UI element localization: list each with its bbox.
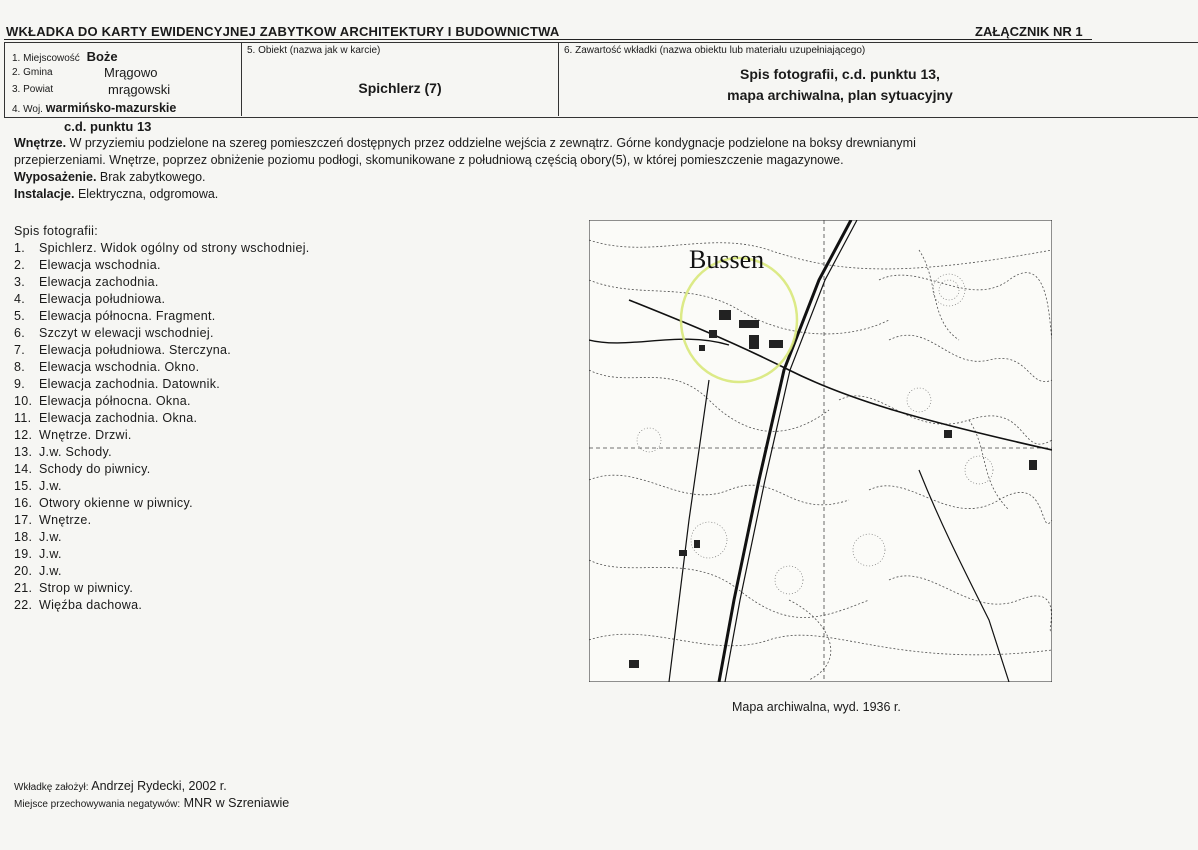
photo-list-item bbox=[14, 444, 310, 461]
photo-item-number: 4. bbox=[14, 292, 26, 306]
gmina-value: Mrągowo bbox=[104, 65, 158, 80]
photo-list-item bbox=[14, 342, 310, 359]
photo-item-number: 9. bbox=[14, 377, 26, 391]
photo-list-item bbox=[14, 308, 310, 325]
powiat-value: mrągowski bbox=[108, 82, 171, 97]
photo-list-item bbox=[14, 359, 310, 376]
photo-item-number: 8. bbox=[14, 360, 26, 374]
photo-item-text: Elewacja południowa. bbox=[39, 292, 166, 306]
photo-list-item bbox=[14, 427, 310, 444]
photo-item-number: 3. bbox=[14, 275, 26, 289]
wyposazenie-label: Wyposażenie. bbox=[14, 170, 97, 184]
photo-item-text: Elewacja południowa. Sterczyna. bbox=[39, 343, 232, 357]
photo-list-item bbox=[14, 529, 310, 546]
map-caption: Mapa archiwalna, wyd. 1936 r. bbox=[732, 700, 901, 714]
miejscowosc-label: 1. Miejscowość bbox=[12, 53, 80, 64]
gmina-label: 2. Gmina bbox=[12, 67, 53, 78]
wnetrze-label: Wnętrze. bbox=[14, 136, 67, 150]
storage-value: MNR w Szreniawie bbox=[183, 796, 290, 810]
powiat-field bbox=[12, 82, 171, 97]
photo-item-number: 2. bbox=[14, 258, 26, 272]
photo-list-item bbox=[14, 461, 310, 478]
photo-list-item bbox=[14, 376, 310, 393]
photo-item-text: Elewacja zachodnia. bbox=[39, 275, 159, 289]
photo-item-text: Elewacja północna. Okna. bbox=[39, 394, 191, 408]
instalacje-text: Elektryczna, odgromowa. bbox=[77, 187, 219, 201]
woj-label: 4. Woj. bbox=[12, 104, 43, 115]
photo-item-text: Wnętrze. bbox=[39, 513, 92, 527]
photo-list-item bbox=[14, 274, 310, 291]
powiat-label: 3. Powiat bbox=[12, 84, 54, 95]
photo-list-title: Spis fotografii: bbox=[14, 224, 99, 238]
zawartosc-label: 6. Zawartość wkładki (nazwa obiektu lub materiału uzupełniającego) bbox=[564, 45, 866, 56]
photo-list-item bbox=[14, 597, 310, 614]
photo-list-item bbox=[14, 240, 310, 257]
miejscowosc-value: Boże bbox=[86, 49, 118, 64]
photo-item-text: Szczyt w elewacji wschodniej. bbox=[39, 326, 214, 340]
photo-item-text: Schody do piwnicy. bbox=[39, 462, 151, 476]
photo-item-number: 22. bbox=[14, 598, 33, 612]
photo-item-text: J.w. bbox=[39, 530, 62, 544]
photo-item-number: 12. bbox=[14, 428, 33, 442]
photo-item-text: Elewacja wschodnia. Okno. bbox=[39, 360, 200, 374]
photo-list-item bbox=[14, 495, 310, 512]
gmina-field bbox=[12, 65, 158, 80]
photo-item-number: 5. bbox=[14, 309, 26, 323]
photo-item-text: J.w. bbox=[39, 564, 62, 578]
photo-item-number: 19. bbox=[14, 547, 33, 561]
document-title: WKŁADKA DO KARTY EWIDENCYJNEJ ZABYTKOW ARCHITEKTURY I BUDOWNICTWA bbox=[6, 24, 560, 39]
photo-list-item bbox=[14, 291, 310, 308]
obiekt-value: Spichlerz (7) bbox=[358, 80, 442, 96]
wnetrze-paragraph bbox=[14, 135, 1114, 203]
photo-item-text: Elewacja zachodnia. Okna. bbox=[39, 411, 198, 425]
photo-list-item bbox=[14, 546, 310, 563]
photo-item-number: 10. bbox=[14, 394, 33, 408]
map-place-label: Bussen bbox=[689, 245, 765, 274]
photo-list-item bbox=[14, 563, 310, 580]
author-label: Wkładkę założył: bbox=[14, 782, 89, 793]
photo-item-text: Strop w piwnicy. bbox=[39, 581, 134, 595]
author-value: Andrzej Rydecki, 2002 r. bbox=[91, 779, 227, 793]
photo-item-text: J.w. Schody. bbox=[39, 445, 112, 459]
photo-item-text: Otwory okienne w piwnicy. bbox=[39, 496, 193, 510]
form-divider-1 bbox=[241, 42, 242, 116]
photo-item-number: 1. bbox=[14, 241, 26, 255]
woj-value: warmińsko-mazurskie bbox=[45, 101, 177, 115]
photo-item-number: 17. bbox=[14, 513, 33, 527]
photo-item-number: 15. bbox=[14, 479, 33, 493]
storage-label: Miejsce przechowywania negatywów: bbox=[14, 799, 181, 810]
continuation-heading: c.d. punktu 13 bbox=[64, 119, 152, 134]
instalacje-label: Instalacje. bbox=[14, 187, 75, 201]
zawartosc-line2: mapa archiwalna, plan sytuacyjny bbox=[727, 87, 953, 103]
annex-label: ZAŁĄCZNIK NR 1 bbox=[975, 24, 1083, 39]
photo-list-item bbox=[14, 325, 310, 342]
form-divider-2 bbox=[558, 42, 559, 116]
photo-item-number: 11. bbox=[14, 411, 32, 425]
photo-item-text: Spichlerz. Widok ogólny od strony wschodniej. bbox=[39, 241, 310, 255]
photo-item-number: 21. bbox=[14, 581, 33, 595]
photo-list-item bbox=[14, 478, 310, 495]
photo-item-number: 14. bbox=[14, 462, 33, 476]
photo-list-item bbox=[14, 410, 310, 427]
author-line bbox=[14, 779, 227, 793]
miejscowosc-field bbox=[12, 49, 118, 64]
storage-line bbox=[14, 796, 289, 810]
woj-field bbox=[12, 101, 176, 115]
photo-item-number: 16. bbox=[14, 496, 33, 510]
map-image bbox=[589, 220, 1052, 682]
photo-item-number: 7. bbox=[14, 343, 26, 357]
wyposazenie-text: Brak zabytkowego. bbox=[99, 170, 206, 184]
photo-item-text: Elewacja zachodnia. Datownik. bbox=[39, 377, 221, 391]
wnetrze-text-1: W przyziemiu podzielone na szereg pomieszczeń dostępnych przez oddzielne wejścia z zewnątrz. Górne kondygnacje podzielone na boksy drewnianymi bbox=[69, 136, 916, 150]
photo-item-text: J.w. bbox=[39, 547, 62, 561]
obiekt-label: 5. Obiekt (nazwa jak w karcie) bbox=[247, 45, 381, 56]
photo-list-item bbox=[14, 257, 310, 274]
wnetrze-text-2: przepierzeniami. Wnętrze, poprzez obniżenie poziomu podłogi, skomunikowane z południową częścią obory(5), w której pomieszczenie magazynowe. bbox=[14, 153, 844, 167]
header-divider bbox=[4, 39, 1092, 40]
photo-item-number: 13. bbox=[14, 445, 33, 459]
zawartosc-line1: Spis fotografii, c.d. punktu 13, bbox=[740, 66, 940, 82]
archival-map bbox=[589, 220, 1052, 682]
photo-item-text: Wnętrze. Drzwi. bbox=[39, 428, 132, 442]
photo-item-text: Więźba dachowa. bbox=[39, 598, 143, 612]
photo-list-item bbox=[14, 393, 310, 410]
photo-list bbox=[14, 223, 310, 614]
photo-item-text: J.w. bbox=[39, 479, 62, 493]
photo-list-item bbox=[14, 580, 310, 597]
photo-item-number: 20. bbox=[14, 564, 33, 578]
photo-item-number: 18. bbox=[14, 530, 33, 544]
photo-item-text: Elewacja północna. Fragment. bbox=[39, 309, 216, 323]
photo-list-item bbox=[14, 512, 310, 529]
photo-item-text: Elewacja wschodnia. bbox=[39, 258, 161, 272]
photo-item-number: 6. bbox=[14, 326, 26, 340]
